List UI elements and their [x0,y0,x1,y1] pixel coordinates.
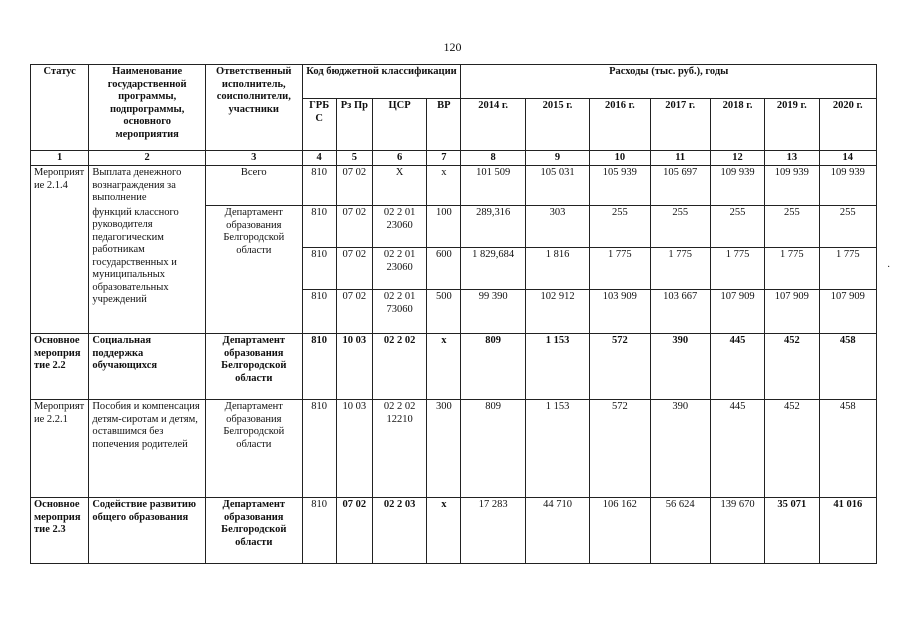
cell-value: 44 710 [525,498,589,564]
cell-value: 572 [590,400,650,498]
column-index: 9 [525,151,589,166]
page-number: 120 [443,40,462,54]
cell-value: 105 939 [590,166,650,206]
margin-mark: · [887,262,891,273]
row-department: Департамент образования Белгородской области [206,400,303,498]
cell-value: 105 031 [525,166,589,206]
cell-value: 255 [765,206,819,248]
row-name: Содействие развитию общего образования [89,498,206,564]
cell-vr: 500 [427,290,461,334]
cell-rzpr: 10 03 [336,400,372,498]
cell-value: 1 829,684 [461,248,525,290]
row-name-continued: функций классного руководителя педагогическим работникам государственных и муниципальных образовательных учреждений [89,206,206,334]
cell-value: 458 [819,400,877,498]
cell-value: 105 697 [650,166,710,206]
cell-value: 1 816 [525,248,589,290]
cell-csr: 02 2 01 73060 [372,290,426,334]
cell-csr: X [372,166,426,206]
header-name: Наименование государственной программы, подпрограммы, основного мероприятия [89,65,206,151]
table-row [31,498,877,564]
header-year: 2015 г. [525,99,589,151]
cell-value: 103 667 [650,290,710,334]
cell-rzpr: 07 02 [336,206,372,248]
cell-grbs: 810 [302,498,336,564]
cell-csr: 02 2 03 [372,498,426,564]
column-index: 11 [650,151,710,166]
column-index: 6 [372,151,426,166]
cell-value: 102 912 [525,290,589,334]
cell-grbs: 810 [302,206,336,248]
cell-value: 809 [461,400,525,498]
cell-grbs: 810 [302,290,336,334]
cell-value: 572 [590,334,650,400]
row-name: Выплата денежного вознаграждения за выполнение [89,166,206,206]
row-status: Мероприятие 2.1.4 [31,166,89,334]
cell-value: 106 162 [590,498,650,564]
header-status: Статус [31,65,89,151]
header-csr: ЦСР [372,99,426,151]
header-rzpr: Рз Пр [336,99,372,151]
header-budget-code: Код бюджетной классификации [302,65,461,99]
column-index: 5 [336,151,372,166]
cell-value: 255 [650,206,710,248]
cell-value: 35 071 [765,498,819,564]
row-department: Департамент образования Белгородской области [206,334,303,400]
cell-value: 255 [590,206,650,248]
row-total-label: Всего [206,166,303,206]
header-grbs: ГРБ С [302,99,336,151]
cell-value: 41 016 [819,498,877,564]
column-index: 8 [461,151,525,166]
cell-value: 56 624 [650,498,710,564]
row-name: Социальная поддержка обучающихся [89,334,206,400]
column-index-row [31,151,877,166]
cell-csr: 02 2 02 [372,334,426,400]
table-row [31,400,877,498]
cell-value: 101 509 [461,166,525,206]
cell-csr: 02 2 02 12210 [372,400,426,498]
cell-value: 109 939 [765,166,819,206]
header-expenses: Расходы (тыс. руб.), годы [461,65,877,99]
row-name: Пособия и компенсация детям-сиротам и детям, оставшимся без попечения родителей [89,400,206,498]
cell-vr: 600 [427,248,461,290]
cell-vr: 300 [427,400,461,498]
column-index: 12 [710,151,764,166]
cell-value: 107 909 [765,290,819,334]
table-row [31,206,877,248]
header-responsible: Ответственный исполнитель, соисполнители, участники [206,65,303,151]
header-vr: ВР [427,99,461,151]
cell-value: 107 909 [819,290,877,334]
cell-value: 458 [819,334,877,400]
cell-value: 107 909 [710,290,764,334]
cell-value: 255 [819,206,877,248]
header-year: 2014 г. [461,99,525,151]
cell-value: 1 153 [525,400,589,498]
cell-value: 103 909 [590,290,650,334]
cell-rzpr: 07 02 [336,248,372,290]
column-index: 14 [819,151,877,166]
cell-value: 17 283 [461,498,525,564]
cell-value: 390 [650,334,710,400]
cell-grbs: 810 [302,248,336,290]
cell-grbs: 810 [302,334,336,400]
cell-vr: x [427,498,461,564]
cell-vr: x [427,166,461,206]
cell-rzpr: 07 02 [336,166,372,206]
cell-value: 303 [525,206,589,248]
cell-grbs: 810 [302,400,336,498]
row-department: Департамент образования Белгородской области [206,498,303,564]
cell-value: 139 670 [710,498,764,564]
cell-value: 452 [765,400,819,498]
row-status: Основное мероприятие 2.2 [31,334,89,400]
cell-value: 390 [650,400,710,498]
cell-csr: 02 2 01 23060 [372,206,426,248]
cell-rzpr: 10 03 [336,334,372,400]
column-index: 2 [89,151,206,166]
header-year: 2018 г. [710,99,764,151]
column-index: 3 [206,151,303,166]
table-row [31,334,877,400]
cell-value: 1 775 [710,248,764,290]
column-index: 7 [427,151,461,166]
cell-value: 809 [461,334,525,400]
cell-vr: 100 [427,206,461,248]
cell-value: 289,316 [461,206,525,248]
cell-value: 255 [710,206,764,248]
cell-rzpr: 07 02 [336,498,372,564]
column-index: 13 [765,151,819,166]
cell-grbs: 810 [302,166,336,206]
cell-csr: 02 2 01 23060 [372,248,426,290]
table-row [31,166,877,206]
cell-value: 1 775 [765,248,819,290]
row-status: Основное мероприятие 2.3 [31,498,89,564]
cell-value: 1 775 [650,248,710,290]
cell-value: 452 [765,334,819,400]
column-index: 4 [302,151,336,166]
cell-rzpr: 07 02 [336,290,372,334]
column-index: 1 [31,151,89,166]
cell-value: 1 775 [590,248,650,290]
cell-value: 1 775 [819,248,877,290]
cell-value: 1 153 [525,334,589,400]
cell-value: 109 939 [710,166,764,206]
column-index: 10 [590,151,650,166]
row-status: Мероприятие 2.2.1 [31,400,89,498]
cell-value: 445 [710,400,764,498]
cell-value: 445 [710,334,764,400]
cell-value: 109 939 [819,166,877,206]
row-department: Департамент образования Белгородской области [206,206,303,334]
cell-value: 99 390 [461,290,525,334]
cell-vr: x [427,334,461,400]
header-year: 2017 г. [650,99,710,151]
budget-table [30,64,877,564]
header-year: 2019 г. [765,99,819,151]
header-year: 2016 г. [590,99,650,151]
header-year: 2020 г. [819,99,877,151]
